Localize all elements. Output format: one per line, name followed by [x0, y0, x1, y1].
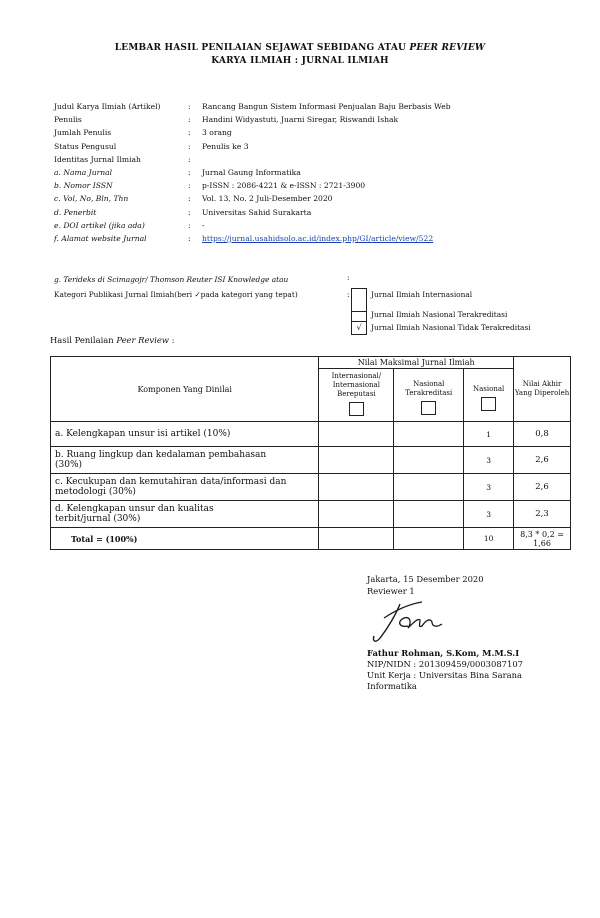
sign-place-date: Jakarta, 15 Desember 2020: [367, 574, 484, 584]
header-terakreditasi: [394, 369, 464, 422]
document-title-line1: [0, 43, 600, 53]
colon: :: [188, 207, 191, 217]
colon: :: [188, 102, 191, 111]
table-row: [51, 501, 571, 528]
colon: :: [188, 167, 191, 177]
kategori-label: Kategori Publikasi Jurnal Ilmiah(beri ✓pada kategori yang tepat): [54, 290, 298, 299]
penulis-value: Handini Widyastuti, Juarni Siregar, Riswandi Ishak: [202, 115, 399, 125]
kategori-tidak-terakreditasi-label: Jurnal Ilmiah Nasional Tidak Terakreditasi: [371, 323, 531, 332]
jumlah-label: Jumlah Penulis: [54, 128, 112, 138]
colon: :: [188, 220, 191, 230]
total-final: 8,3 * 0,2 = 1,66: [514, 528, 571, 550]
title-italic: PEER REVIEW: [409, 43, 486, 53]
jumlah-value: 3 orang: [202, 128, 232, 138]
header-nasional-label: Nasional: [472, 384, 505, 393]
table-row: [51, 422, 571, 447]
issn-label: b. Nomor ISSN: [54, 181, 113, 191]
nama-jurnal-value: Jurnal Gaung Informatika: [202, 167, 301, 177]
colon: :: [188, 233, 191, 243]
row-component: a. Kelengkapan unsur isi artikel (10%): [51, 422, 319, 447]
row-final: 2,3: [514, 501, 571, 528]
total-internasional-cell: [319, 528, 394, 550]
row-terakreditasi-cell: [394, 501, 464, 528]
sign-nip: NIP/NIDN : 201309459/0003087107: [367, 659, 523, 669]
penulis-label: Penulis: [54, 115, 82, 125]
hasil-label-italic: Peer Review: [116, 335, 169, 345]
row-final: 2,6: [514, 474, 571, 501]
table-row: [51, 474, 571, 501]
identitas-label: Identitas Jurnal Ilmiah: [54, 154, 141, 164]
signature-scribble: [370, 598, 460, 648]
total-nasional: 10: [464, 528, 514, 550]
status-label: Status Pengusul: [54, 141, 117, 151]
document-title-line2: KARYA ILMIAH : JURNAL ILMIAH: [211, 56, 389, 66]
hasil-penilaian-heading: [50, 335, 174, 345]
website-link[interactable]: https://jurnal.usahidsolo.ac.id/index.php/GI/article/view/522: [202, 233, 434, 243]
score-table: [50, 356, 571, 550]
colon: :: [188, 128, 191, 138]
row-component: d. Kelengkapan unsur dan kualitas terbit/jurnal (30%): [51, 501, 319, 528]
colon: :: [188, 181, 191, 191]
row-internasional-cell: [319, 422, 394, 447]
internasional-checkbox[interactable]: [349, 402, 364, 416]
row-component: c. Kecukupan dan kemutahiran data/informasi dan metodologi (30%): [51, 474, 319, 501]
title-main: LEMBAR HASIL PENILAIAN SEJAWAT SEBIDANG ATAU: [114, 43, 407, 53]
hasil-label: Hasil Penilaian: [50, 335, 114, 345]
row-internasional-cell: [319, 501, 394, 528]
row-nasional: 3: [464, 447, 514, 474]
total-label: Total = (100%): [51, 528, 319, 550]
sign-name: [367, 648, 519, 658]
row-nasional: 3: [464, 474, 514, 501]
row-nasional: 1: [464, 422, 514, 447]
row-internasional-cell: [319, 447, 394, 474]
header-nasional: [464, 369, 514, 422]
row-terakreditasi-cell: [394, 474, 464, 501]
vol-value: Vol. 13, No. 2 Juli-Desember 2020: [202, 194, 333, 204]
kategori-internasional-label: Jurnal Ilmiah Internasional: [371, 290, 473, 299]
total-terakreditasi-cell: [394, 528, 464, 550]
nama-jurnal-label: a. Nama Jurnal: [54, 167, 113, 177]
nasional-checkbox[interactable]: [481, 397, 496, 411]
penerbit-label: d. Penerbit: [54, 207, 97, 217]
kategori-internasional-checkbox[interactable]: [351, 288, 367, 313]
doi-value: -: [202, 220, 205, 230]
colon: :: [188, 194, 191, 204]
doi-label: e. DOI artikel (jika ada): [54, 220, 145, 230]
colon: :: [188, 154, 191, 164]
hasil-suffix: :: [171, 335, 175, 345]
header-internasional-label: Internasional/ Internasional Bereputasi: [331, 371, 382, 398]
colon: :: [188, 141, 191, 151]
terindeks-colon: :: [347, 273, 350, 282]
colon: :: [188, 115, 191, 125]
status-value: Penulis ke 3: [202, 141, 249, 151]
terakreditasi-checkbox[interactable]: [421, 401, 436, 415]
vol-label: c. Vol, No, Bln, Thn: [54, 194, 129, 204]
issn-value: p-ISSN : 2086-4221 & e-ISSN : 2721-3900: [202, 181, 366, 191]
kategori-colon: :: [347, 290, 350, 299]
row-terakreditasi-cell: [394, 422, 464, 447]
row-internasional-cell: [319, 474, 394, 501]
header-group: Nilai Maksimal Jurnal Ilmiah: [319, 357, 514, 369]
website-label: f. Alamat website Jurnal: [54, 233, 147, 243]
header-component: Komponen Yang Dinilai: [51, 357, 319, 422]
terindeks-label: g. Terideks di Scimagojr/ Thomson Reuter ISI Knowledge atau: [54, 275, 289, 284]
row-final: 2,6: [514, 447, 571, 474]
row-component: b. Ruang lingkup dan kedalaman pembahasan (30%): [51, 447, 319, 474]
total-row: [51, 528, 571, 550]
kategori-tidak-terakreditasi-checkbox[interactable]: √: [351, 321, 367, 335]
sign-role: Reviewer 1: [367, 586, 415, 596]
row-nasional: 3: [464, 501, 514, 528]
header-final: Nilai Akhir Yang Diperoleh: [514, 357, 571, 422]
header-internasional: [319, 369, 394, 422]
row-final: 0,8: [514, 422, 571, 447]
sign-unit: Unit Kerja : Universitas Bina Sarana Informatika: [367, 670, 522, 691]
judul-value: Rancang Bangun Sistem Informasi Penjualan Baju Berbasis Web: [202, 102, 451, 111]
reviewer-name: Fathur Rohman, S.Kom, M.M.S.I: [367, 648, 520, 658]
row-terakreditasi-cell: [394, 447, 464, 474]
penerbit-value: Universitas Sahid Surakarta: [202, 207, 312, 217]
judul-label: Judul Karya Ilmiah (Artikel): [54, 102, 161, 111]
kategori-terakreditasi-label: Jurnal Ilmiah Nasional Terakreditasi: [371, 310, 508, 319]
header-terakreditasi-label: Nasional Terakreditasi: [405, 380, 453, 397]
table-row: [51, 447, 571, 474]
